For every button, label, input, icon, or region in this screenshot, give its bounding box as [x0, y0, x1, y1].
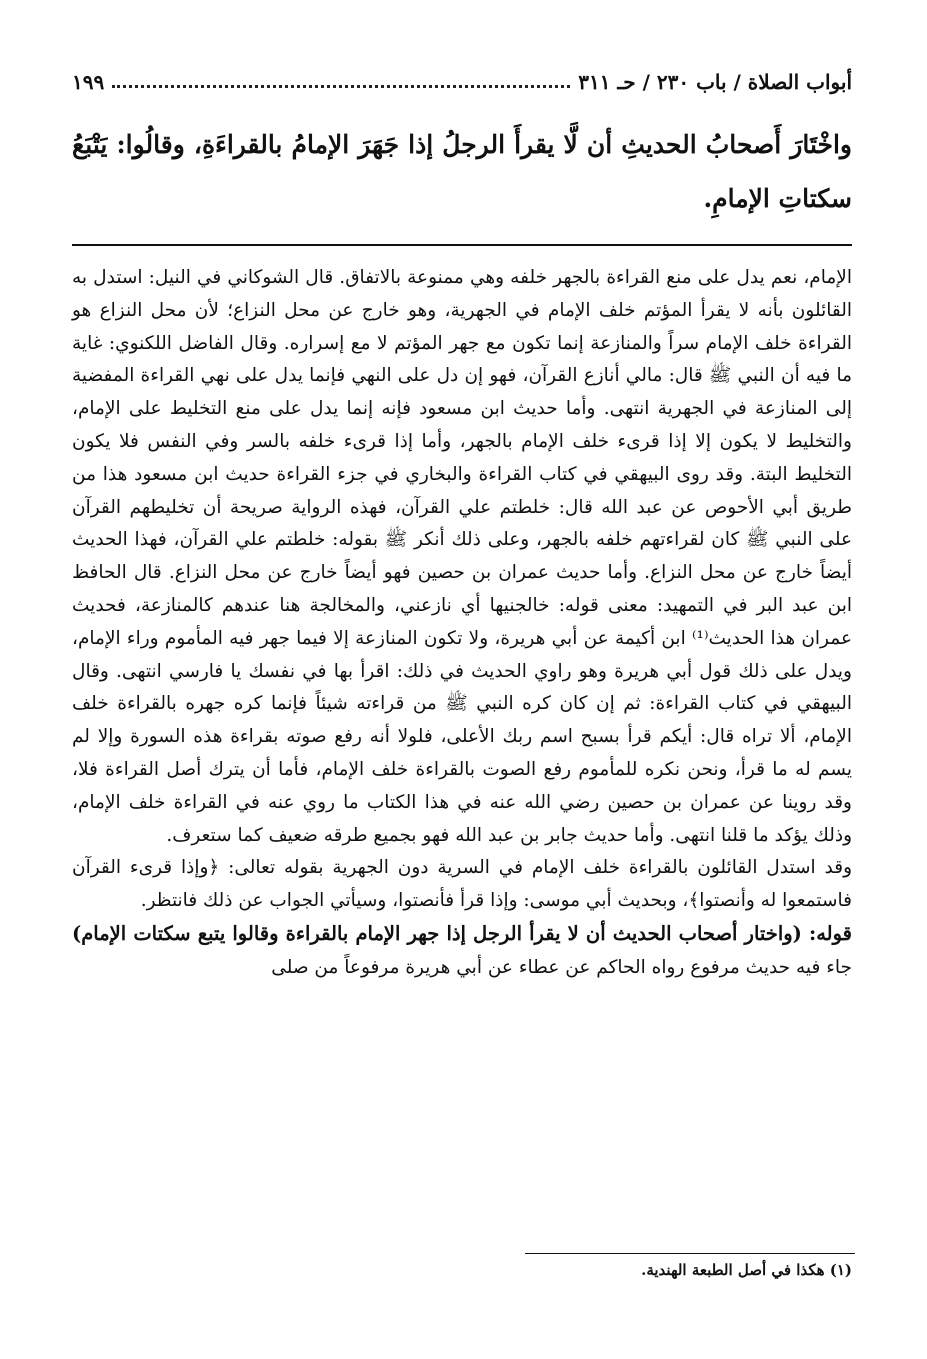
footnote-divider [525, 1253, 855, 1254]
commentary-paragraph-1: الإمام، نعم يدل على منع القراءة بالجهر خلفه وهي ممنوعة بالاتفاق. قال الشوكاني في النيل: استدل به القائلون بأنه لا يقرأ المؤتم خلف الإمام في الجهرية، وهو خارج عن محل النزاع؛ لأن محل النزاع هو القراءة خلف الإمام سراً والمنازعة إنما تكون مع جهر المؤتم لا مع إسراره. وقال الفاضل اللكنوي: غاية ما فيه أن النبي ﷺ قال: مالي أنازع القرآن، فهو إن دل على النهي فإنما يدل على نهي القراءة المفضية إلى المنازعة في الجهرية انتهى. وأما حديث ابن مسعود فإنه إنما يدل على منع التخليط على الإمام، والتخليط لا يكون إلا إذا قرىء خلف الإمام بالجهر، وأما إذا قرىء خلفه بالسر وفي النفس فلا يكون التخليط البتة. وقد روى البيهقي في كتاب القراءة والبخاري في جزء القراءة حديث ابن مسعود هذا من طريق أبي الأحوص عن عبد الله قال: خلطتم علي القرآن، فهذه الرواية صريحة أن تخليطهم القرآن على النبي ﷺ كان لقراءتهم خلفه بالجهر، وعلى ذلك أنكر ﷺ بقوله: خلطتم علي القرآن، فهذا الحديث أيضاً خارج عن محل النزاع. وأما حديث عمران بن حصين فهو أيضاً خارج عن محل النزاع. قال الحافظ ابن عبد البر في التمهيد: معنى قوله: خالجنيها أي نازعني، والمخالجة هنا عندهم كالمنازعة، فحديث عمران هذا الحديث⁽¹⁾ ابن أكيمة عن أبي هريرة، ولا تكون المنازعة إلا فيما جهر فيه المأموم وراء الإمام، ويدل على ذلك قول أبي هريرة وهو راوي الحديث في ذلك: اقرأ بها في نفسك يا فارسي انتهى. وقال البيهقي في كتاب القراءة: ثم إن كان كره النبي ﷺ من قراءته شيئاً فإنما كره جهره بالقراءة خلف الإمام، ألا تراه قال: أيكم قرأ بسبح اسم ربك الأعلى، فلولا أنه رفع صوته بقراءة هذه السورة وإلا لم يسم له ما قرأ، ونحن نكره للمأموم رفع الصوت بالقراءة خلف الإمام، فأما أن يترك أصل القراءة فلا، وقد روينا عن عمران بن حصين رضي الله عنه في هذا الكتاب ما روي عنه في القراءة خلف الإمام، وذلك يؤكد ما قلنا انتهى. وأما حديث جابر بن عبد الله فهو بجميع طرقه ضعيف كما ستعرف. [72, 267, 852, 846]
page-number: ١٩٩ [72, 70, 105, 94]
commentary-body [72, 262, 852, 985]
hadith-main-text: واخْتَارَ أَصحابُ الحديثِ أن لَّا يقرأَ الرجلُ إذا جَهَرَ الإمامُ بالقراءَةِ، وقالُوا: يَتْبَعُ سكتاتِ الإمامِ. [72, 130, 852, 213]
header-title: أبواب الصلاة / باب ٢٣٠ / حـ ٣١١ [578, 70, 852, 94]
commentary-paragraph-2: وقد استدل القائلون بالقراءة خلف الإمام في السرية دون الجهرية بقوله تعالى: ﴿وإذا قرىء القرآن فاستمعوا له وأنصتوا﴾، وبحديث أبي موسى: وإذا قرأ فأنصتوا، وسيأتي الجواب عن ذلك فانتظر. [72, 857, 852, 912]
running-header [72, 64, 852, 100]
header-dot-leader [112, 85, 570, 88]
commentary-quote-heading: قوله: (واختار أصحاب الحديث أن لا يقرأ الرجل إذا جهر الإمام بالقراءة وقالوا يتبع سكتات الإمام) [72, 921, 852, 945]
footnote: (١) هكذا في أصل الطبعة الهندية. [641, 1261, 852, 1279]
commentary-paragraph-3 [72, 918, 852, 985]
commentary-quote-explanation: جاء فيه حديث مرفوع رواه الحاكم عن عطاء عن أبي هريرة مرفوعاً من صلى [271, 956, 852, 978]
main-text-divider [72, 244, 852, 246]
